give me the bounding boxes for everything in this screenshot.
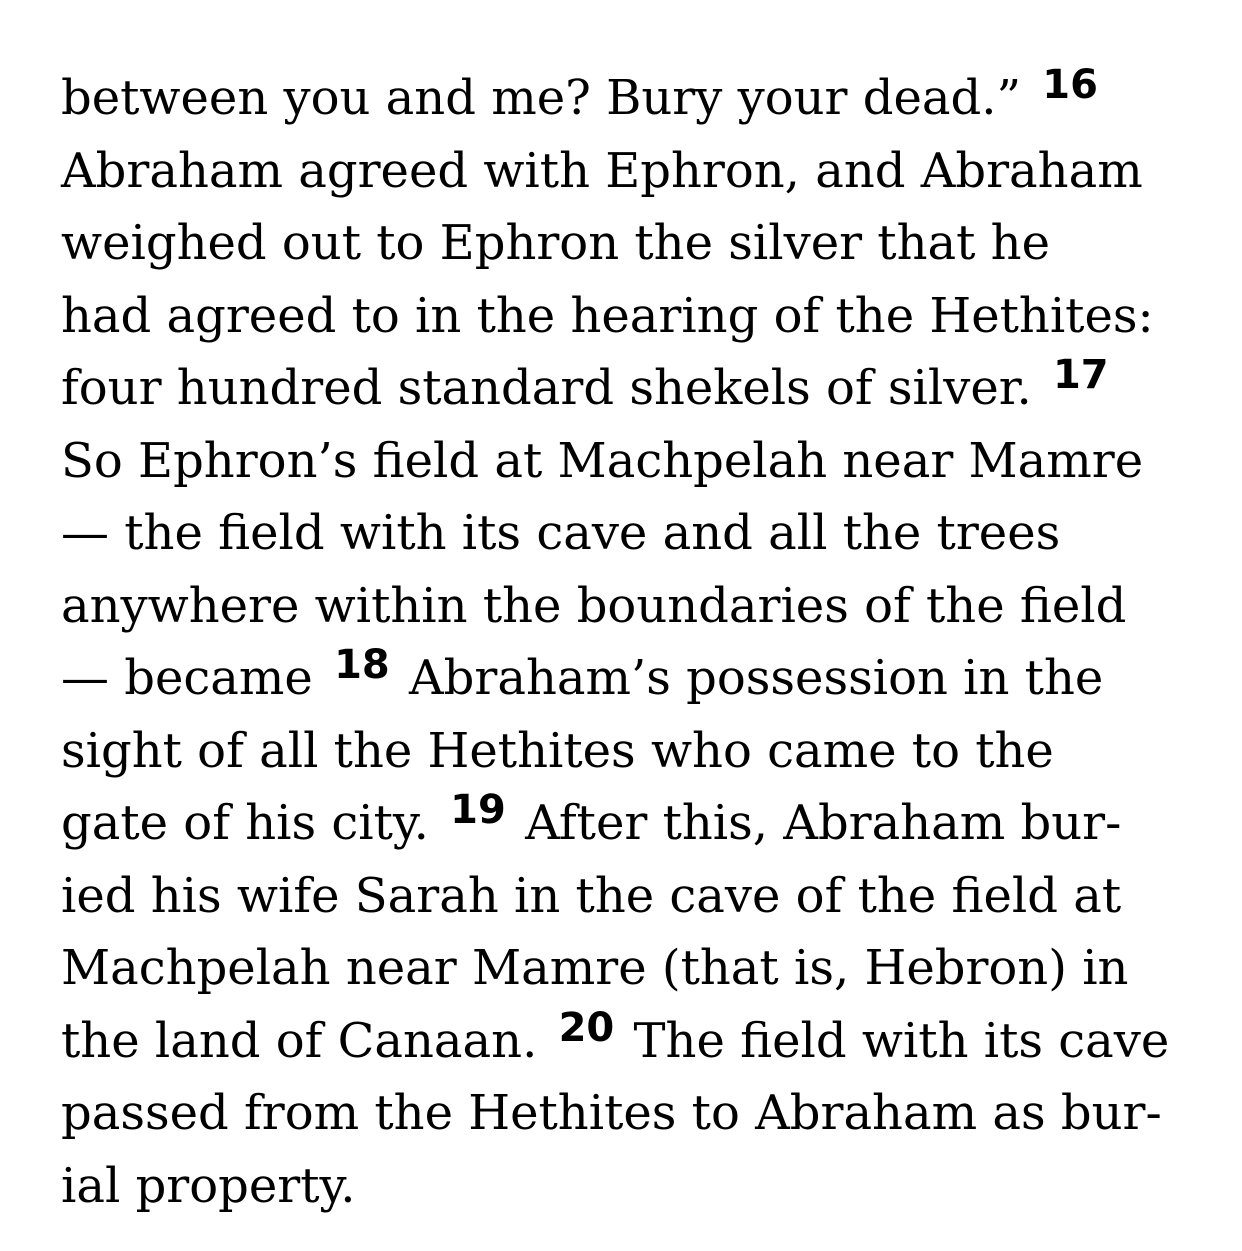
text-line: [61, 715, 1201, 788]
text-line: [61, 207, 1201, 280]
text-line: [61, 570, 1201, 643]
text-line: [61, 62, 1201, 135]
text-line: [61, 280, 1201, 353]
text-line: [61, 1005, 1201, 1078]
text-line: [61, 787, 1201, 860]
passage-text: So Ephron’s field at Machpelah near Mamre: [61, 432, 1144, 489]
passage-text: Abraham agreed with Ephron, and Abraham: [61, 142, 1143, 199]
reader-page: [61, 62, 1201, 1222]
verse-number: 19: [450, 787, 506, 833]
passage-text: anywhere within the boundaries of the field: [61, 577, 1127, 634]
passage-text: ial property.: [61, 1157, 356, 1214]
text-line: [61, 860, 1201, 933]
text-line: [61, 642, 1201, 715]
text-line: [61, 1150, 1201, 1223]
passage-text: the land of Canaan.: [61, 1012, 553, 1069]
text-line: [61, 135, 1201, 208]
verse-number: 18: [334, 642, 390, 688]
verse-number: 17: [1052, 352, 1109, 398]
passage-text: sight of all the Hethites who came to the: [61, 722, 1054, 779]
passage-text: After this, Abraham bur-: [509, 795, 1122, 851]
passage-text: Abraham’s possession in the: [393, 650, 1104, 706]
verse-number: 16: [1042, 62, 1098, 108]
text-line: [61, 352, 1201, 425]
passage-text: ied his wife Sarah in the cave of the field at: [61, 867, 1122, 924]
text-line: [61, 1077, 1201, 1150]
passage-text: The field with its cave: [618, 1012, 1170, 1069]
passage-text: four hundred standard shekels of silver.: [61, 360, 1047, 416]
passage-text: weighed out to Ephron the silver that he: [61, 215, 1050, 271]
passage-text: had agreed to in the hearing of the Hethites:: [61, 287, 1154, 344]
text-line: [61, 497, 1201, 570]
passage-text: between you and me? Bury your dead.”: [61, 70, 1037, 126]
passage-text: gate of his city.: [61, 795, 445, 851]
passage-text: — became: [61, 650, 329, 706]
text-line: [61, 425, 1201, 498]
verse-number: 20: [558, 1004, 615, 1051]
text-line: [61, 932, 1201, 1005]
passage-text: passed from the Hethites to Abraham as bur-: [61, 1085, 1162, 1141]
passage-text: Machpelah near Mamre (that is, Hebron) in: [61, 940, 1129, 996]
passage-text: — the field with its cave and all the trees: [61, 505, 1061, 561]
